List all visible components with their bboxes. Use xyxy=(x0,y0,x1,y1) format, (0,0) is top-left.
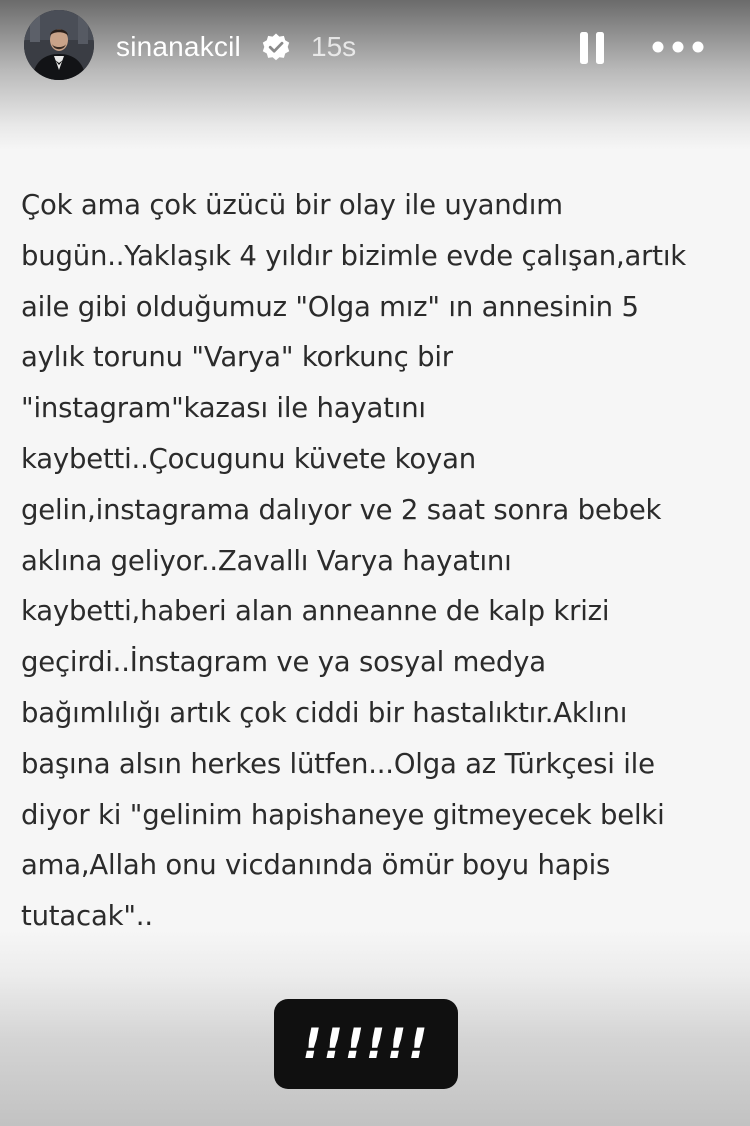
verified-badge-icon xyxy=(261,32,291,62)
profile-photo xyxy=(24,10,94,80)
story-header xyxy=(0,0,750,100)
exclamation-sticker xyxy=(274,999,458,1089)
story-timestamp: 15s xyxy=(311,31,357,62)
username[interactable]: sinanakcil xyxy=(116,31,241,62)
story-text: Çok ama çok üzücü bir olay ile uyandım bugün..Yaklaşık 4 yıldır bizimle evde çalışan,artık aile gibi olduğumuz "Olga mız" ın annesinin 5 aylık torunu "Varya" korkunç bir "instagram"kazası ile hayatını kaybetti..Çocugunu küvete koyan gelin,instagrama dalıyor ve 2 saat sonra bebek aklına geliyor..Zavallı Varya hayatını kaybetti,haberi alan anneanne de kalp krizi geçirdi..İnstagram ve ya sosyal medya bağımlılığı artık çok ciddi bir hastalıktır.Aklını başına alsın herkes lütfen...Olga az Türkçesi ile diyor ki "gelinim hapishaneye gitmeyecek belki ama,Allah onu vicdanında ömür boyu hapis tutacak".. xyxy=(21,189,687,933)
sticker-text: !!!!!! xyxy=(302,1019,430,1068)
more-options-icon[interactable] xyxy=(650,36,706,58)
avatar[interactable] xyxy=(24,10,94,80)
pause-icon[interactable] xyxy=(576,30,608,66)
